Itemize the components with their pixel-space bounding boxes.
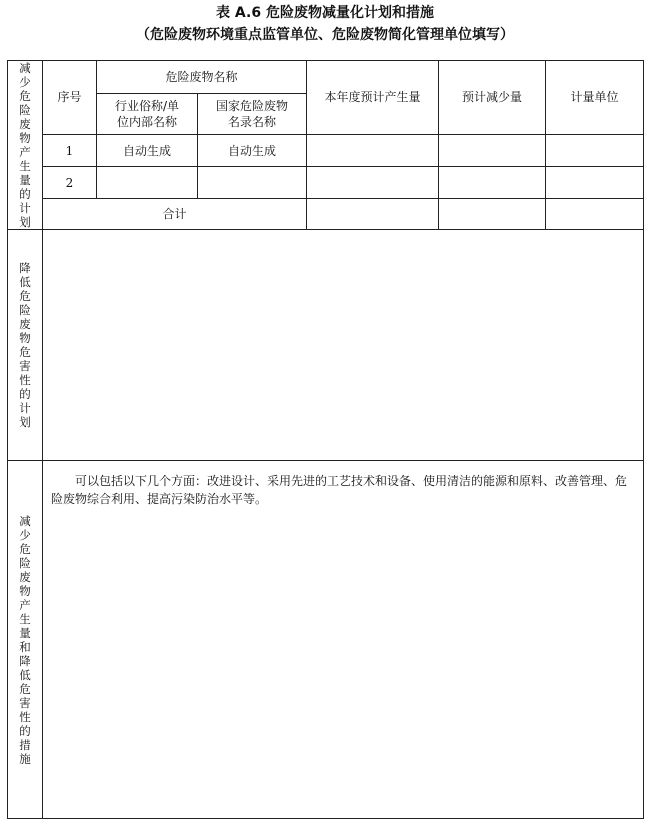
section-label-reduction-plan: 减少危险废物产生量的计划 xyxy=(8,61,43,230)
row-seq: 1 xyxy=(43,134,97,166)
row-reduction[interactable] xyxy=(439,134,546,166)
section-label-hazard-plan: 降低危险废物危害性的计划 xyxy=(8,230,43,461)
waste-reduction-table xyxy=(7,60,644,819)
row-annual-output[interactable] xyxy=(307,167,439,199)
measures-content[interactable]: 可以包括以下几个方面：改进设计、采用先进的工艺技术和设备、使用清洁的能源和原料、改善管理、危险废物综合利用、提高污染防治水平等。 xyxy=(43,461,644,819)
table-row xyxy=(8,167,644,199)
row-annual-output[interactable] xyxy=(307,134,439,166)
header-reduction: 预计减少量 xyxy=(439,61,546,135)
row-national-name[interactable]: 自动生成 xyxy=(198,134,307,166)
total-annual-output[interactable] xyxy=(307,199,439,230)
row-internal-name[interactable] xyxy=(97,167,198,199)
total-unit[interactable] xyxy=(546,199,644,230)
header-national-name: 国家危险废物名录名称 xyxy=(198,94,307,135)
table-row xyxy=(8,134,644,166)
row-national-name[interactable] xyxy=(198,167,307,199)
section-label-measures: 减少危险废物产生量和降低危害性的措施 xyxy=(8,461,43,819)
table-subtitle: （危险废物环境重点监管单位、危险废物简化管理单位填写） xyxy=(136,27,514,43)
header-internal-name: 行业俗称/单位内部名称 xyxy=(97,94,198,135)
row-reduction[interactable] xyxy=(439,167,546,199)
row-internal-name[interactable]: 自动生成 xyxy=(97,134,198,166)
header-unit: 计量单位 xyxy=(546,61,644,135)
hazard-plan-content[interactable] xyxy=(43,230,644,461)
total-reduction[interactable] xyxy=(439,199,546,230)
header-annual-output: 本年度预计产生量 xyxy=(307,61,439,135)
total-row xyxy=(8,199,644,230)
table-title: 表 A.6 危险废物减量化计划和措施 xyxy=(216,5,434,21)
row-seq: 2 xyxy=(43,167,97,199)
total-label: 合计 xyxy=(43,199,307,230)
row-unit[interactable] xyxy=(546,167,644,199)
header-waste-name: 危险废物名称 xyxy=(97,61,307,94)
header-seq: 序号 xyxy=(43,61,97,135)
row-unit[interactable] xyxy=(546,134,644,166)
